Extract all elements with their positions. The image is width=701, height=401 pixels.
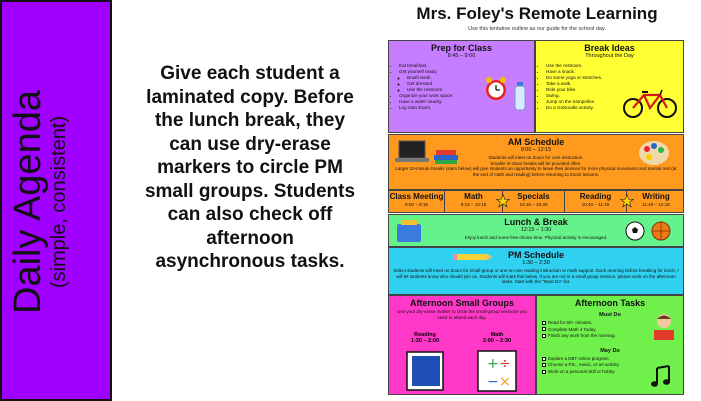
- water-bottle-icon: [513, 81, 527, 111]
- am-schedule-block: [388, 134, 684, 190]
- prep-for-class-block: [388, 40, 535, 133]
- side-subtitle: (simple, consistent): [48, 115, 70, 289]
- lunch-heading: Lunch & Break: [504, 217, 568, 227]
- am-line-3: Larger 10-minute breaks (stars below) will give students an opportunity to leave their devices for more physical movement and mental rest (at the end of math and reading) before returning to Zoom lessons.: [395, 166, 677, 177]
- pm-time: 1:30 – 2:30: [522, 260, 550, 266]
- music-notes-icon: [649, 364, 677, 390]
- svg-text:+: +: [487, 356, 499, 372]
- writing-cell: [627, 191, 684, 212]
- list-item: • Eat breakfast.: [399, 63, 477, 69]
- reading-group[interactable]: [397, 332, 453, 395]
- break-list: [536, 63, 632, 111]
- checkbox[interactable]: [542, 334, 546, 338]
- afternoon-small-groups-block: [388, 295, 536, 395]
- list-item: • Do a GoNoodle activity.: [546, 105, 632, 111]
- may-do-heading: May Do: [600, 347, 620, 354]
- task-label: Choose a P.E., music, or art activity.: [548, 362, 620, 368]
- class-time: 9:15 – 10:15: [460, 202, 487, 207]
- class-time: 10:15 – 10:40: [519, 202, 548, 207]
- pm-schedule-block: [388, 247, 684, 295]
- am-time: 9:00 – 12:15: [520, 147, 552, 153]
- task-label: Work on a personal skill or hobby.: [548, 368, 616, 374]
- am-heading: AM Schedule: [507, 137, 565, 147]
- math-label: Math: [490, 332, 504, 338]
- small-groups-text: Use your dry-erase marker to circle the small-group sessions you need to attend each day.: [397, 309, 527, 320]
- list-item: ◦ Get dressed.: [407, 81, 477, 87]
- math-cell: [445, 191, 503, 212]
- list-item: • Use the restroom.: [546, 63, 632, 69]
- class-time: 11:40 – 12:15: [642, 202, 670, 207]
- prep-list: [389, 63, 477, 111]
- laptop-icon: [395, 139, 429, 165]
- star-icon: [620, 194, 634, 208]
- pm-text: Select students will meet on Zoom for small-group or one-on-one reading instruction or math support. Each morning before breaking for lunch, I will let students know who should join us. Students will mark this below. If you are not in a small group session, please work on the afternoon tasks. Start with the "Must Do" list.: [393, 268, 679, 285]
- break-ideas-block: [535, 40, 684, 133]
- reading-time: 1:30 – 2:00: [410, 338, 440, 344]
- class-name: Math: [464, 192, 483, 201]
- afternoon-tasks-block: [536, 295, 684, 395]
- list-item: • Jump on the trampoline.: [546, 99, 632, 105]
- list-item: • Log onto Zoom.: [399, 105, 477, 111]
- break-heading: Break Ideas: [584, 43, 635, 53]
- class-meeting-cell: [389, 191, 445, 212]
- prep-heading: Prep for Class: [430, 43, 493, 53]
- class-time-row: [388, 190, 684, 213]
- math-symbols-icon: [477, 350, 517, 392]
- math-group[interactable]: [469, 332, 525, 395]
- checkbox[interactable]: [542, 357, 546, 361]
- side-title: Daily Agenda: [7, 90, 49, 314]
- lunch-box-icon: [395, 218, 423, 244]
- svg-text:×: ×: [499, 374, 511, 390]
- checkbox[interactable]: [542, 321, 546, 325]
- class-name: Reading: [579, 192, 612, 201]
- pencil-icon: [453, 252, 493, 262]
- specials-cell: [503, 191, 565, 212]
- alarm-clock-icon: [483, 75, 509, 103]
- bicycle-icon: [622, 87, 678, 119]
- svg-text:−: −: [487, 374, 499, 390]
- am-line-1: Students will meet on Zoom for core instruction.: [488, 155, 584, 160]
- instruction-note: Give each student a laminated copy. Before the lunch break, they can use dry-erase markers to circle PM small groups. Students can also check off afternoon asynchronous tasks.: [144, 63, 356, 272]
- class-name: Class Meeting: [389, 192, 444, 201]
- soccer-ball-icon: [625, 221, 645, 241]
- may-do-item[interactable]: [542, 356, 683, 363]
- card-title: Mrs. Foley's Remote Learning: [416, 4, 658, 23]
- class-name: Writing: [642, 192, 670, 201]
- book-icon: [405, 350, 445, 392]
- am-line-2: Smaller in-class breaks will be provided often.: [490, 160, 582, 166]
- must-do-heading: Must Do: [599, 312, 621, 318]
- list-item: • Swing.: [546, 93, 632, 99]
- checkbox[interactable]: [542, 327, 546, 331]
- list-item: ◦ Use the restroom.: [407, 87, 477, 93]
- tasks-heading: Afternoon Tasks: [574, 298, 646, 308]
- basketball-icon: [651, 221, 671, 241]
- class-name: Specials: [517, 192, 550, 201]
- list-item: • Get yourself ready.: [399, 69, 477, 75]
- task-label: Explore a DBT online program.: [548, 355, 610, 361]
- class-time: 9:00 – 9:15: [405, 202, 428, 207]
- lunch-time: 12:15 – 1:30: [520, 227, 552, 233]
- pm-heading: PM Schedule: [507, 250, 564, 260]
- lunch-text: Enjoy lunch and some free-choice time. Physical activity is encouraged.: [464, 235, 608, 240]
- art-palette-icon: [637, 139, 671, 167]
- checkbox[interactable]: [542, 370, 546, 374]
- prep-time: 8:45 – 9:00: [447, 53, 476, 59]
- card-subtitle: Use this tentative outline as our guide for the school day.: [468, 26, 606, 32]
- task-label: Read for 60+ minutes.: [548, 320, 593, 325]
- checkbox[interactable]: [542, 363, 546, 367]
- student-reading-icon: [651, 312, 677, 342]
- math-time: 2:00 – 2:30: [482, 338, 512, 344]
- list-item: ◦ Brush teeth.: [407, 75, 477, 81]
- list-item: • Take a walk.: [546, 81, 632, 87]
- books-icon: [433, 143, 459, 165]
- task-label: Finish any work from the morning.: [548, 333, 616, 339]
- small-groups-heading: Afternoon Small Groups: [409, 298, 514, 308]
- task-label: Complete Math 4 Today.: [548, 326, 597, 332]
- side-title-group: [8, 22, 108, 382]
- reading-cell: [565, 191, 627, 212]
- break-time: Throughout the Day: [585, 53, 634, 59]
- list-item: • Organize your work space.: [399, 93, 477, 99]
- list-item: • Have a water nearby.: [399, 99, 477, 105]
- lunch-break-block: [388, 214, 684, 247]
- class-time: 10:40 – 11:40: [581, 202, 610, 207]
- reading-label: Reading: [414, 332, 436, 338]
- svg-text:÷: ÷: [499, 356, 511, 372]
- agenda-side-banner: [0, 0, 112, 401]
- list-item: • Have a snack.: [546, 69, 632, 75]
- list-item: • Ride your bike.: [546, 87, 632, 93]
- star-icon: [496, 194, 510, 208]
- list-item: • Do some yoga or stretches.: [546, 75, 632, 81]
